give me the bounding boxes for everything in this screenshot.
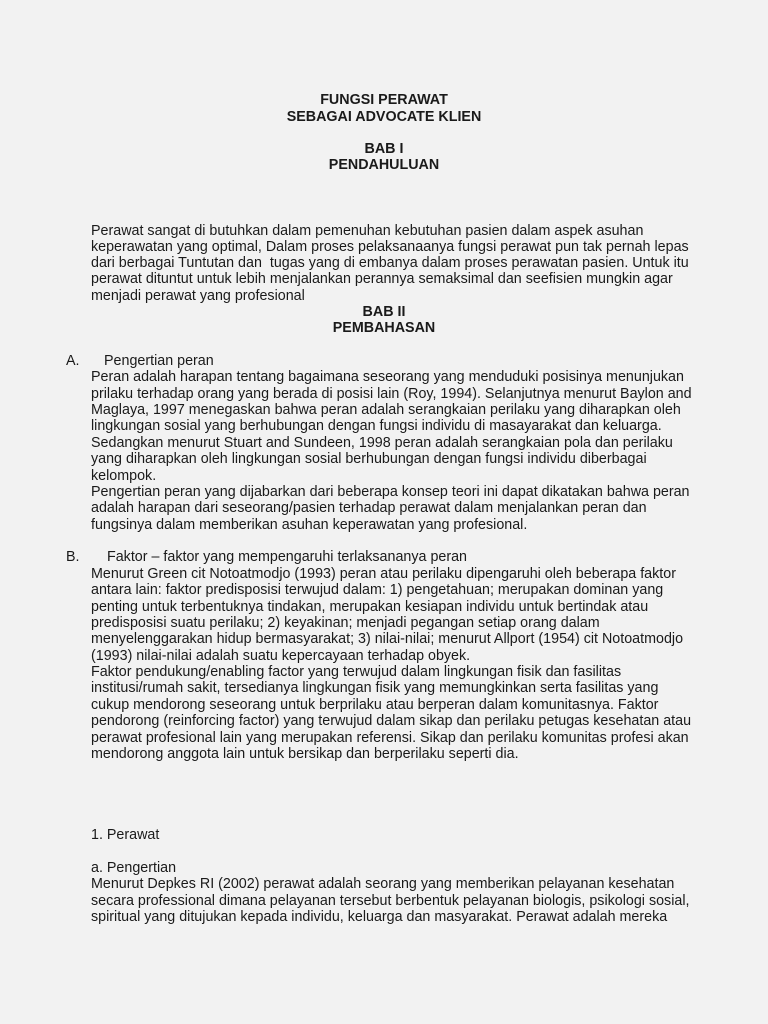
perawat-line: spiritual yang ditujukan kepada individu, keluarga dan masyarakat. Perawat adalah mereka — [91, 909, 668, 925]
section-a-line: adalah harapan dari seseorang/pasien terhadap perawat dalam menjalankan peran dan — [91, 500, 647, 516]
section-b-heading: Faktor – faktor yang mempengaruhi terlaksananya peran — [107, 549, 468, 565]
section-b-line: cukup mendorong seseorang untuk berprilaku atau berperan dalam komunitasnya. Faktor — [91, 697, 659, 713]
section-b-line: antara lain: faktor predisposisi terwujud dalam: 1) pengetahuan; merupakan dominan yang — [91, 582, 664, 598]
section-a-line: kelompok. — [91, 468, 157, 484]
intro-line: keperawatan yang optimal, Dalam proses pelaksanaanya fungsi perawat pun tak pernah lepas — [91, 239, 689, 255]
perawat-line: Menurut Depkes RI (2002) perawat adalah seorang yang memberikan pelayanan kesehatan — [91, 876, 675, 892]
section-b-line: Faktor pendukung/enabling factor yang terwujud dalam lingkungan fisik dan fasilitas — [91, 664, 622, 680]
section-a-line: Maglaya, 1997 menegaskan bahwa peran adalah serangkaian perilaku yang diharapkan oleh — [91, 402, 681, 418]
perawat-line: secara professional dimana pelayanan tersebut berbentuk pelayanan biologis, psikologi sosial, — [91, 893, 690, 909]
chapter-2-title: PEMBAHASAN — [332, 320, 436, 336]
section-perawat-heading: 1. Perawat — [91, 827, 160, 843]
chapter-1-label: BAB I — [364, 141, 404, 157]
chapter-1-title: PENDAHULUAN — [328, 157, 440, 173]
intro-line: perawat dituntut untuk lebih menjalankan perannya semaksimal dan seefisien mungkin agar — [91, 271, 673, 287]
section-a-line: prilaku terhadap orang yang berada di posisi lain (Roy, 1994). Selanjutnya menurut Baylon and — [91, 386, 692, 402]
section-b-line: institusi/rumah sakit, tersedianya lingkungan fisik yang memungkinkan serta fasilitas yang — [91, 680, 659, 696]
subsection-pengertian-heading: a. Pengertian — [91, 860, 177, 876]
section-a-line: yang diharapkan oleh lingkungan sosial berhubungan dengan fungsi individu diberbagai — [91, 451, 647, 467]
section-a-heading: Pengertian peran — [104, 353, 214, 369]
intro-line: menjadi perawat yang profesional — [91, 288, 305, 304]
section-b-line: Menurut Green cit Notoatmodjo (1993) peran atau perilaku dipengaruhi oleh beberapa faktor — [91, 566, 676, 582]
section-b-line: (1993) nilai-nilai adalah suatu kepercayaan terhadap obyek. — [91, 648, 471, 664]
section-b-line: penting untuk terbentuknya tindakan, merupakan kesiapan individu untuk bertindak atau — [91, 599, 649, 615]
section-b-line: menyelenggarakan hidup bermasyarakat; 3) nilai-nilai; menurut Allport (1954) cit Notoatmodjo — [91, 631, 684, 647]
section-a-line: Peran adalah harapan tentang bagaimana seseorang yang menduduki posisinya menunjukan — [91, 369, 684, 385]
document-subtitle: SEBAGAI ADVOCATE KLIEN — [286, 109, 482, 125]
section-a-line: lingkungan sosial yang berhubungan dengan fungsi individu di masayarakat dan keluarga. — [91, 418, 662, 434]
section-b-line: predisposisi suatu perilaku; 2) keyakinan; menjadi pegangan setiap orang dalam — [91, 615, 600, 631]
section-b-line: perawat profesional lain yang merupakan referensi. Sikap dan perilaku komunitas profesi akan — [91, 730, 689, 746]
section-a-marker: A. — [66, 353, 80, 369]
chapter-2-label: BAB II — [362, 304, 406, 320]
section-a-line: Pengertian peran yang dijabarkan dari beberapa konsep teori ini dapat dikatakan bahwa peran — [91, 484, 690, 500]
section-b-marker: B. — [66, 549, 80, 565]
section-a-line: fungsinya dalam memberikan asuhan keperawatan yang profesional. — [91, 517, 528, 533]
section-a-line: Sedangkan menurut Stuart and Sundeen, 1998 peran adalah serangkaian pola dan perilaku — [91, 435, 673, 451]
document-title: FUNGSI PERAWAT — [320, 92, 448, 108]
intro-line: Perawat sangat di butuhkan dalam pemenuhan kebutuhan pasien dalam aspek asuhan — [91, 223, 644, 239]
section-b-line: pendorong (reinforcing factor) yang terwujud dalam sikap dan perilaku petugas kesehatan atau — [91, 713, 692, 729]
section-b-line: mendorong anggota lain untuk bersikap dan berperilaku seperti dia. — [91, 746, 519, 762]
intro-line: dari berbagai Tuntutan dan tugas yang di embanya dalam proses perawatan pasien. Untuk itu — [91, 255, 689, 271]
